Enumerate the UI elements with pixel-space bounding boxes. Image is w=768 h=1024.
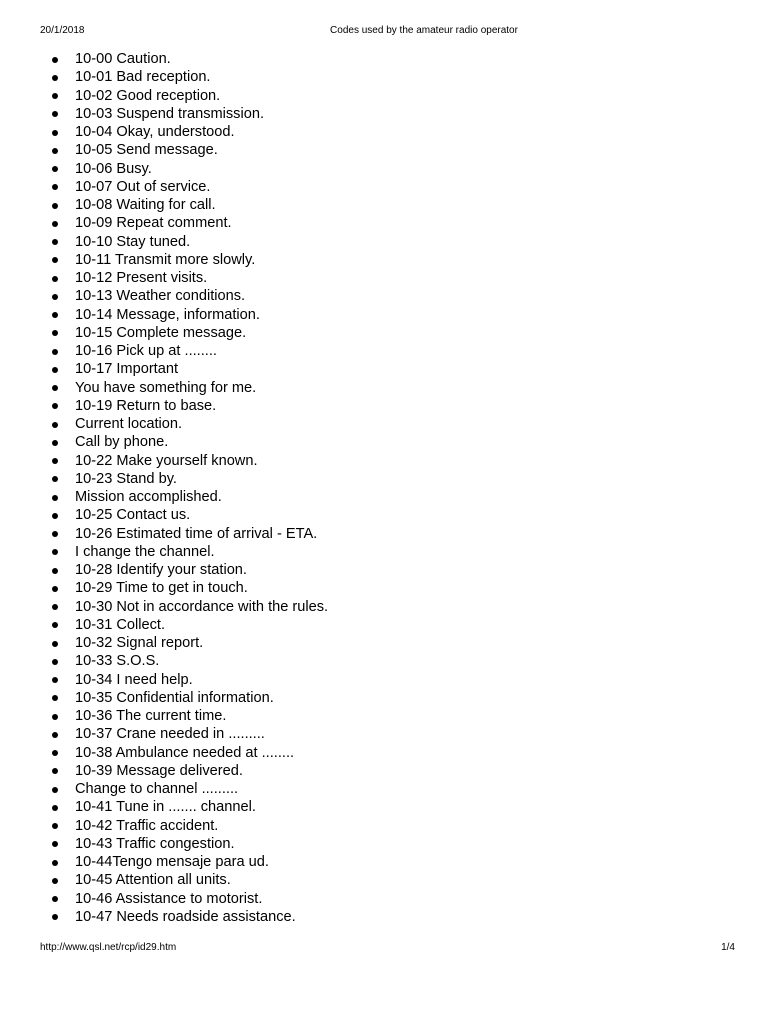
list-item <box>0 105 328 123</box>
list-item-text: 10-03 Suspend transmission. <box>75 105 265 122</box>
bullet-icon <box>52 531 58 537</box>
list-item-text: 10-33 S.O.S. <box>75 653 160 670</box>
list-item-text: 10-32 Signal report. <box>75 635 204 651</box>
list-item-text: 10-06 Busy. <box>75 160 152 177</box>
list-item-text: 10-05 Send message. <box>75 142 218 159</box>
list-item <box>0 233 328 251</box>
list-item <box>0 525 328 543</box>
bullet-icon <box>52 458 58 464</box>
list-item <box>0 433 328 451</box>
list-item <box>0 798 328 816</box>
bullet-icon <box>52 677 58 683</box>
bullet-icon <box>52 385 58 391</box>
list-item-text: 10-16 Pick up at ........ <box>75 343 217 359</box>
bullet-icon <box>52 330 58 336</box>
list-item-text: 10-30 Not in accordance with the rules. <box>75 598 329 615</box>
list-item-text: 10-39 Message delivered. <box>75 762 243 779</box>
bullet-icon <box>52 659 58 665</box>
bullet-icon <box>52 130 58 136</box>
bullet-icon <box>52 257 58 263</box>
list-item-text: 10-26 Estimated time of arrival - ETA. <box>75 525 318 542</box>
bullet-icon <box>52 732 58 738</box>
list-item <box>0 87 328 105</box>
list-item <box>0 287 328 305</box>
bullet-icon <box>52 221 58 227</box>
list-item <box>0 908 328 926</box>
bullet-icon <box>52 440 58 446</box>
list-item-text: Change to channel ......... <box>75 781 239 797</box>
bullet-icon <box>52 750 58 756</box>
list-item <box>0 616 328 634</box>
list-item <box>0 744 328 762</box>
list-item-text: 10-09 Repeat comment. <box>75 215 232 232</box>
list-item-text: 10-22 Make yourself known. <box>75 452 258 469</box>
bullet-icon <box>52 239 58 245</box>
list-item-text: 10-35 Confidential information. <box>75 689 274 706</box>
page-title: Codes used by the amateur radio operator <box>330 25 518 36</box>
list-item <box>0 488 328 506</box>
list-item-text: 10-01 Bad reception. <box>75 69 211 86</box>
list-item <box>0 415 328 433</box>
bullet-icon <box>52 695 58 701</box>
bullet-icon <box>52 914 58 920</box>
list-item <box>0 853 328 871</box>
bullet-icon <box>52 768 58 774</box>
bullet-icon <box>52 111 58 117</box>
list-item <box>0 123 328 141</box>
list-item <box>0 890 328 908</box>
list-item-text: 10-41 Tune in ....... channel. <box>75 799 256 816</box>
list-item <box>0 470 328 488</box>
bullet-icon <box>52 714 58 720</box>
list-item <box>0 689 328 707</box>
list-item-text: 10-02 Good reception. <box>75 87 221 104</box>
list-item-text: 10-23 Stand by. <box>75 470 177 487</box>
bullet-icon <box>52 568 58 574</box>
bullet-icon <box>52 367 58 373</box>
list-item <box>0 871 328 889</box>
list-item <box>0 561 328 579</box>
list-item-text: 10-34 I need help. <box>75 671 193 688</box>
list-item <box>0 160 328 178</box>
list-item <box>0 506 328 524</box>
list-item-text: 10-44Tengo mensaje para ud. <box>75 854 269 870</box>
list-item-text: 10-15 Complete message. <box>75 324 247 341</box>
bullet-icon <box>52 57 58 63</box>
list-item-text: 10-10 Stay tuned. <box>75 233 191 250</box>
list-item <box>0 342 328 360</box>
list-item <box>0 397 328 415</box>
bullet-icon <box>52 75 58 81</box>
list-item <box>0 452 328 470</box>
list-item <box>0 543 328 561</box>
bullet-icon <box>52 403 58 409</box>
bullet-icon <box>52 148 58 154</box>
list-item-text: 10-14 Message, information. <box>75 306 260 323</box>
bullet-icon <box>52 276 58 282</box>
list-item <box>0 634 328 652</box>
bullet-icon <box>52 422 58 428</box>
list-item <box>0 306 328 324</box>
bullet-icon <box>52 93 58 99</box>
list-item-text: I change the channel. <box>75 543 215 560</box>
bullet-icon <box>52 349 58 355</box>
list-item-text: 10-13 Weather conditions. <box>75 288 246 305</box>
list-item-text: 10-11 Transmit more slowly. <box>75 251 256 268</box>
page-number: 1/4 <box>721 942 735 953</box>
list-item <box>0 379 328 397</box>
list-item-text: 10-37 Crane needed in ......... <box>75 726 265 743</box>
list-item-text: 10-38 Ambulance needed at ........ <box>75 744 295 761</box>
list-item-text: 10-19 Return to base. <box>75 397 217 414</box>
list-item-text: 10-46 Assistance to motorist. <box>75 890 263 907</box>
list-item <box>0 725 328 743</box>
bullet-icon <box>52 513 58 519</box>
list-item-text: 10-08 Waiting for call. <box>75 197 216 213</box>
bullet-icon <box>52 805 58 811</box>
bullet-icon <box>52 896 58 902</box>
bullet-icon <box>52 586 58 592</box>
bullet-icon <box>52 604 58 610</box>
bullet-icon <box>52 823 58 829</box>
list-item <box>0 835 328 853</box>
list-item <box>0 324 328 342</box>
bullet-icon <box>52 495 58 501</box>
bullet-icon <box>52 787 58 793</box>
list-item-text: 10-25 Contact us. <box>75 507 191 524</box>
bullet-icon <box>52 166 58 172</box>
bullet-icon <box>52 878 58 884</box>
list-item <box>0 141 328 159</box>
list-item-text: Current location. <box>75 416 183 432</box>
bullet-icon <box>52 203 58 209</box>
list-item-text: 10-47 Needs roadside assistance. <box>75 908 296 925</box>
list-item <box>0 652 328 670</box>
bullet-icon <box>52 622 58 628</box>
list-item-text: Call by phone. <box>75 434 169 451</box>
list-item-text: 10-12 Present visits. <box>75 270 208 286</box>
bullet-icon <box>52 860 58 866</box>
list-item-text: 10-07 Out of service. <box>75 178 211 195</box>
list-item-text: 10-42 Traffic accident. <box>75 817 219 834</box>
list-item-text: 10-45 Attention all units. <box>75 872 231 889</box>
list-item-text: 10-28 Identify your station. <box>75 562 247 578</box>
code-list <box>0 50 328 926</box>
list-item <box>0 780 328 798</box>
list-item <box>0 598 328 616</box>
header-date: 20/1/2018 <box>40 25 85 36</box>
list-item-text: You have something for me. <box>75 379 257 396</box>
bullet-icon <box>52 312 58 318</box>
list-item <box>0 196 328 214</box>
bullet-icon <box>52 841 58 847</box>
bullet-icon <box>52 476 58 482</box>
bullet-icon <box>52 549 58 555</box>
list-item-text: 10-00 Caution. <box>75 51 171 67</box>
list-item-text: 10-36 The current time. <box>75 708 227 724</box>
list-item <box>0 214 328 232</box>
bullet-icon <box>52 641 58 647</box>
bullet-icon <box>52 184 58 190</box>
list-item-text: 10-43 Traffic congestion. <box>75 835 235 852</box>
list-item-text: 10-17 Important <box>75 361 179 378</box>
list-item <box>0 68 328 86</box>
list-item <box>0 50 328 68</box>
list-item <box>0 178 328 196</box>
list-item <box>0 762 328 780</box>
footer-url-link[interactable]: http://www.qsl.net/rcp/id29.htm <box>40 942 177 953</box>
list-item <box>0 707 328 725</box>
list-item <box>0 251 328 269</box>
list-item <box>0 671 328 689</box>
list-item-text: 10-29 Time to get in touch. <box>75 580 248 597</box>
list-item <box>0 360 328 378</box>
list-item <box>0 269 328 287</box>
list-item <box>0 817 328 835</box>
list-item-text: 10-31 Collect. <box>75 616 166 633</box>
list-item <box>0 579 328 597</box>
list-item-text: Mission accomplished. <box>75 489 222 505</box>
list-item-text: 10-04 Okay, understood. <box>75 124 235 140</box>
bullet-icon <box>52 294 58 300</box>
